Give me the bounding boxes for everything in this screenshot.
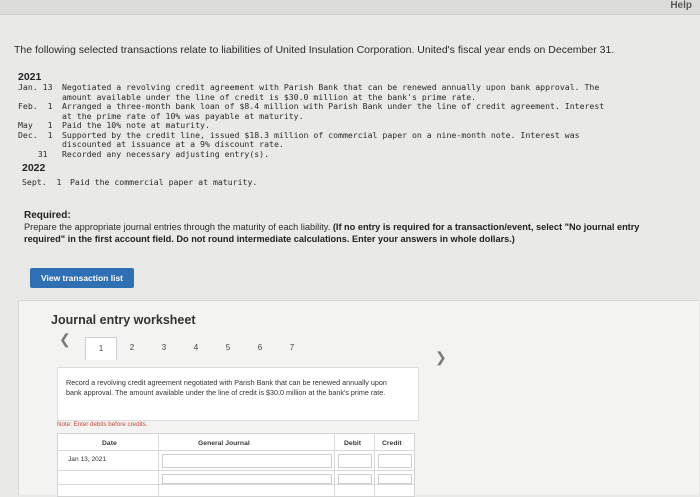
transaction-date: Sept. 1 <box>22 177 62 187</box>
entry-prompt-card <box>57 367 419 421</box>
account-input[interactable] <box>162 454 332 468</box>
debit-input[interactable] <box>338 474 372 484</box>
transaction-line: amount available under the line of credit is $30.0 million at the bank's prime rate. <box>62 91 477 102</box>
transaction-line: discounted at issuance at a 9% discount rate. <box>62 139 284 149</box>
entry-note <box>57 421 147 428</box>
credit-input[interactable] <box>378 454 412 468</box>
page-tab-4[interactable]: 4 <box>193 343 199 352</box>
transaction-line: Paid the commercial paper at maturity. <box>70 177 258 187</box>
transaction-line: Supported by the credit line, issued $18.3 million of commercial paper on a nine-month note. Interest was <box>62 129 580 140</box>
top-bar <box>0 0 700 15</box>
year-2022: 2022 <box>22 162 46 174</box>
transaction-line: Paid the 10% note at maturity. <box>62 120 210 130</box>
row-date: Jan 13, 2021 <box>68 456 107 463</box>
column-header-debit: Debit <box>344 440 361 447</box>
required-bold-text: (If no entry is required for a transaction/event, select "No journal entry required" in the first account field. Do not round intermediate calculations. Enter your answers in whole dollars.) <box>24 222 640 244</box>
year-2021: 2021 <box>18 71 42 83</box>
row-divider <box>58 470 414 471</box>
transaction-date: 31 <box>18 148 48 159</box>
page-tab-2[interactable]: 2 <box>129 343 135 352</box>
page-tab-1[interactable]: 1 <box>85 337 117 360</box>
chevron-right-icon[interactable]: ❯ <box>435 349 447 365</box>
page-tab-7[interactable]: 7 <box>289 343 295 352</box>
note-label: Note: <box>57 421 72 428</box>
page-tab-6[interactable]: 6 <box>257 343 263 352</box>
transaction-date: Feb. 1 <box>18 101 53 111</box>
transaction-line: Negotiated a revolving credit agreement with Parish Bank that can be renewed annually upon bank approval. The <box>62 82 600 92</box>
transaction-line: Arranged a three-month bank loan of $8.4 million with Parish Bank under the line of credit agreement. Interest <box>62 101 605 111</box>
required-text: Prepare the appropriate journal entries through the maturity of each liability. <box>24 222 331 232</box>
transaction-line: Recorded any necessary adjusting entry(s). <box>62 148 270 159</box>
credit-input[interactable] <box>378 474 412 484</box>
column-header-date: Date <box>102 440 117 447</box>
column-header-account: General Journal <box>198 440 250 447</box>
journal-entry-worksheet <box>18 300 699 495</box>
note-text: Enter debits before credits. <box>73 421 148 428</box>
column-header-credit: Credit <box>382 440 402 447</box>
account-input[interactable] <box>162 474 332 484</box>
header-divider <box>58 450 414 451</box>
journal-table <box>57 433 415 497</box>
column-divider <box>374 434 375 496</box>
problem-intro: The following selected transactions relate to liabilities of United Insulation Corporation. United's fiscal year ends on December 31. <box>14 44 615 56</box>
row-divider <box>58 484 414 485</box>
view-transaction-list-button[interactable]: View transaction list <box>30 268 134 288</box>
transaction-date: Jan. 13 <box>18 82 53 92</box>
required-instructions <box>24 222 674 245</box>
column-divider <box>158 434 159 496</box>
help-link[interactable]: Help <box>670 0 692 11</box>
chevron-left-icon[interactable]: ❮ <box>59 331 71 347</box>
transaction-date: Dec. 1 <box>18 129 53 140</box>
page-tab-3[interactable]: 3 <box>161 343 167 352</box>
worksheet-title: Journal entry worksheet <box>51 313 196 327</box>
page-tab-5[interactable]: 5 <box>225 343 231 352</box>
required-heading: Required: <box>24 210 71 221</box>
debit-input[interactable] <box>338 454 372 468</box>
transaction-line: at the prime rate of 10% was payable at maturity. <box>62 110 304 121</box>
transaction-date: May 1 <box>18 120 53 130</box>
column-divider <box>334 434 335 496</box>
entry-prompt: Record a revolving credit agreement negotiated with Parish Bank that can be renewed annually upon bank approval. The amount available under the line of credit is $30.0 million at the bank's prime rate. <box>66 378 387 397</box>
